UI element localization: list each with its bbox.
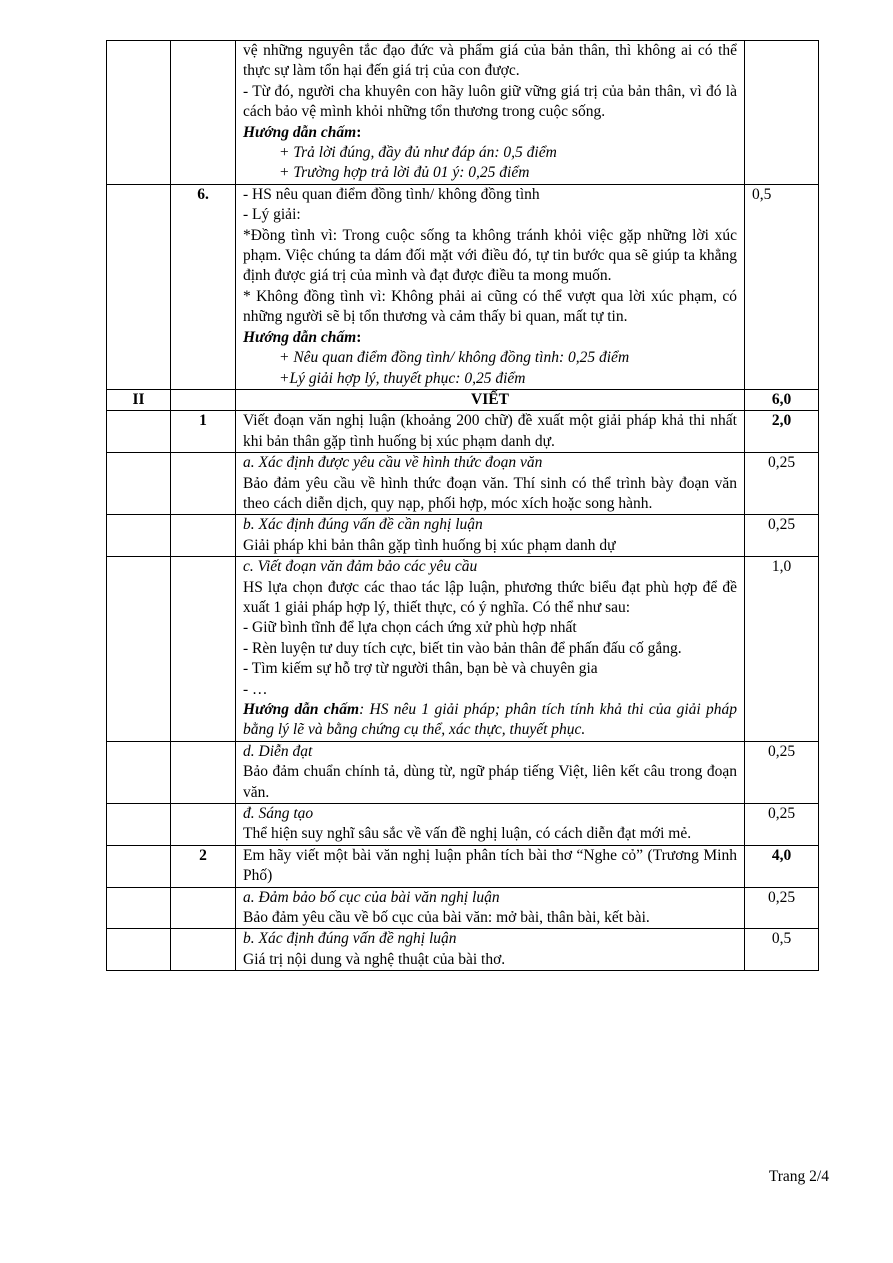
score-cell: 1,0	[745, 557, 819, 742]
criterion-title: a. Đảm bảo bố cục của bài văn nghị luận	[243, 888, 500, 906]
answer-cell: - HS nêu quan điểm đồng tình/ không đồng tình - Lý giải: *Đồng tình vì: Trong cuộc sống ta không tránh khỏi việc gặp những lời xúc phạm. Việc chúng ta dám đối mặt với điều đó, tự tin bước qua sẽ giúp ta khẳng định được giá trị của mình và đạt được điều ta mong muốn. * Không đồng tình vì: Không phải ai cũng có thể vượt qua lời xúc phạm, có những người sẽ bị tổn thương và cảm thấy bi quan, mất tự tin. Hướng dẫn chấm: + Nêu quan điểm đồng tình/ không đồng tình: 0,25 điểm +Lý giải hợp lý, thuyết phục: 0,25 điểm	[236, 184, 745, 389]
criterion-title: b. Xác định đúng vấn đề cần nghị luận	[243, 516, 483, 534]
answer-line: - Lý giải:	[243, 206, 301, 224]
table-row	[107, 804, 819, 846]
table-row	[107, 557, 819, 742]
criterion-cell	[236, 804, 745, 846]
page-number: Trang 2/4	[768, 1168, 829, 1185]
table-row	[107, 845, 819, 887]
guide-text: : HS nêu 1 giải pháp; phân tích tính khả thi của giải pháp bằng lý lẽ và bằng chứng cụ thể, xác thực, thuyết phục.	[243, 701, 737, 739]
criterion-title: đ. Sáng tạo	[243, 805, 314, 823]
table-row	[107, 411, 819, 453]
answer-line: vệ những nguyên tắc đạo đức và phẩm giá của bản thân, thì không ai có thể thực sự làm tổn hại đến giá trị của con được.	[243, 42, 737, 80]
guide-line: + Nêu quan điểm đồng tình/ không đồng tình: 0,25 điểm	[279, 349, 630, 367]
criterion-cell	[236, 453, 745, 515]
guide-title: Hướng dẫn chấm	[243, 123, 357, 141]
criterion-text: Bảo đảm yêu cầu về hình thức đoạn văn. Thí sinh có thể trình bày đoạn văn theo cách diễn dịch, quy nạp, phối hợp, móc xích hoặc song hành.	[243, 474, 737, 512]
score-cell: 0,25	[745, 453, 819, 515]
table-row	[107, 389, 819, 410]
criterion-cell	[236, 741, 745, 803]
table-row	[107, 741, 819, 803]
criterion-cell	[236, 929, 745, 971]
criterion-text: Bảo đảm chuẩn chính tả, dùng từ, ngữ pháp tiếng Việt, liên kết câu trong đoạn văn.	[243, 763, 737, 801]
criterion-title: a. Xác định được yêu cầu về hình thức đoạn văn	[243, 454, 543, 472]
guide-line: +Lý giải hợp lý, thuyết phục: 0,25 điểm	[279, 369, 526, 387]
question-prompt: Em hãy viết một bài văn nghị luận phân tích bài thơ “Nghe cỏ” (Trương Minh Phố)	[236, 845, 745, 887]
guide-title: Hướng dẫn chấm	[243, 328, 357, 346]
table-row	[107, 515, 819, 557]
criterion-title: d. Diễn đạt	[243, 742, 313, 760]
criterion-bullet: - Giữ bình tĩnh để lựa chọn cách ứng xử phù hợp nhất	[243, 619, 577, 637]
answer-line: * Không đồng tình vì: Không phải ai cũng có thể vượt qua lời xúc phạm, có những người sẽ bị tổn thương và cảm thấy bi quan, mất tự tin.	[243, 287, 737, 326]
criterion-text: Giá trị nội dung và nghệ thuật của bài thơ.	[243, 950, 506, 968]
guide-line: + Trường hợp trả lời đủ 01 ý: 0,25 điểm	[279, 164, 530, 182]
criterion-title: c. Viết đoạn văn đảm bảo các yêu cầu	[243, 558, 478, 576]
criterion-bullet: - …	[243, 680, 268, 698]
score-cell: 0,5	[745, 929, 819, 971]
question-number: 6.	[171, 184, 236, 389]
answer-line: - Từ đó, người cha khuyên con hãy luôn giữ vững giá trị của bản thân, vì đó là cách bảo vệ mình khỏi những tổn thương trong cuộc sống.	[243, 82, 737, 121]
answer-cell: vệ những nguyên tắc đạo đức và phẩm giá của bản thân, thì không ai có thể thực sự làm tổn hại đến giá trị của con được. - Từ đó, người cha khuyên con hãy luôn giữ vững giá trị của bản thân, vì đó là cách bảo vệ mình khỏi những tổn thương trong cuộc sống. Hướng dẫn chấm: + Trả lời đúng, đầy đủ như đáp án: 0,5 điểm + Trường hợp trả lời đủ 01 ý: 0,25 điểm	[236, 41, 745, 185]
question-number: 2	[171, 845, 236, 887]
table-row	[107, 184, 819, 389]
criterion-text: Bảo đảm yêu cầu về bố cục của bài văn: mở bài, thân bài, kết bài.	[243, 909, 650, 927]
criterion-title: b. Xác định đúng vấn đề nghị luận	[243, 930, 457, 948]
section-title: VIẾT	[236, 389, 745, 410]
criterion-cell	[236, 557, 745, 742]
score-cell: 0,25	[745, 741, 819, 803]
section-number: II	[107, 389, 171, 410]
score-cell: 0,25	[745, 515, 819, 557]
score-cell: 6,0	[745, 389, 819, 410]
question-prompt: Viết đoạn văn nghị luận (khoảng 200 chữ) đề xuất một giải pháp khả thi nhất khi bản thân gặp tình huống bị xúc phạm danh dự.	[236, 411, 745, 453]
score-cell: 0,25	[745, 804, 819, 846]
criterion-text: Giải pháp khi bản thân gặp tình huống bị xúc phạm danh dự	[243, 536, 616, 554]
guide-title: Hướng dẫn chấm	[243, 701, 360, 718]
table-row	[107, 929, 819, 971]
criterion-bullet: - Rèn luyện tư duy tích cực, biết tin vào bản thân để phấn đấu cố gắng.	[243, 639, 682, 657]
guide-line: + Trả lời đúng, đầy đủ như đáp án: 0,5 điểm	[279, 144, 557, 162]
criterion-text: HS lựa chọn được các thao tác lập luận, phương thức biểu đạt phù hợp để đề xuất 1 giải pháp hợp lý, thiết thực, có ý nghĩa. Có thể như sau:	[243, 578, 737, 616]
answer-line: *Đồng tình vì: Trong cuộc sống ta không tránh khỏi việc gặp những lời xúc phạm. Việc chúng ta dám đối mặt với điều đó, tự tin bước qua sẽ giúp ta khẳng định được giá trị của mình và đạt được điều ta mong muốn.	[243, 226, 737, 285]
table-row	[107, 887, 819, 929]
table-row	[107, 453, 819, 515]
score-cell: 0,5	[745, 184, 819, 389]
criterion-cell	[236, 515, 745, 557]
criterion-cell	[236, 887, 745, 929]
table-row	[107, 41, 819, 185]
criterion-bullet: - Tìm kiếm sự hỗ trợ từ người thân, bạn bè và chuyên gia	[243, 660, 598, 678]
score-cell: 2,0	[745, 411, 819, 453]
score-cell: 0,25	[745, 887, 819, 929]
grading-rubric-table	[106, 40, 819, 971]
criterion-text: Thể hiện suy nghĩ sâu sắc về vấn đề nghị luận, có cách diễn đạt mới mẻ.	[243, 825, 692, 843]
question-number: 1	[171, 411, 236, 453]
answer-line: - HS nêu quan điểm đồng tình/ không đồng tình	[243, 185, 540, 203]
score-cell: 4,0	[745, 845, 819, 887]
